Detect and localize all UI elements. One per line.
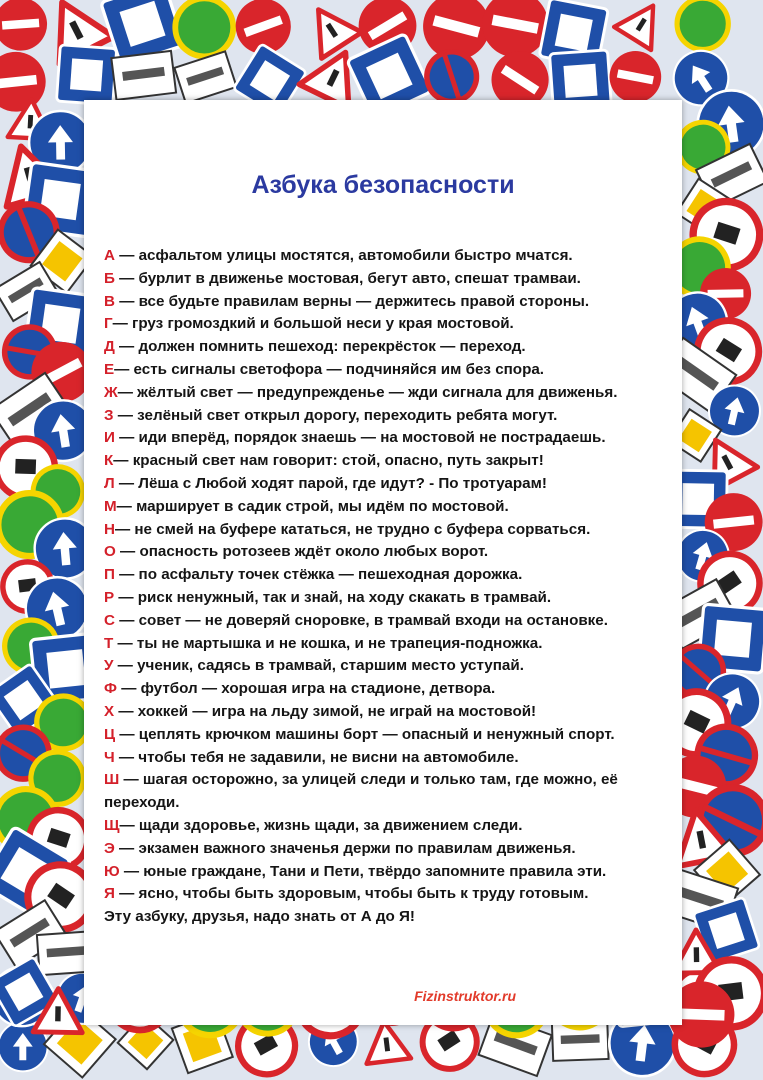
list-item-letter: О <box>104 543 116 561</box>
list-item-letter: Ц <box>104 725 116 743</box>
list-item-text: — риск ненужный, так и знай, на ходу скакать в трамвай. <box>114 588 552 606</box>
list-item-letter: Х <box>104 702 115 720</box>
content-card <box>84 100 682 1025</box>
list-item <box>104 564 664 587</box>
green-sign-icon <box>677 0 729 50</box>
list-item <box>104 861 664 884</box>
list-item-text: — ясно, чтобы быть здоровым, чтобы быть к труду готовым. <box>114 885 589 903</box>
list-item-text: — ты не мартышка и не кошка, и не трапеция-подножка. <box>113 634 543 652</box>
list-item-letter: Ч <box>104 748 115 766</box>
list-item-text: — не смей на буфере кататься, не трудно с буфера сорваться. <box>114 520 591 538</box>
list-item-text: — хоккей — игра на льду зимой, не играй на мостовой! <box>114 702 537 720</box>
list-item <box>104 883 664 906</box>
list-item <box>104 473 664 496</box>
list-item <box>104 655 664 678</box>
list-item-letter: Р <box>104 588 115 606</box>
list-item <box>104 701 664 724</box>
list-item-text: — есть сигналы светофора — подчиняйся им без спора. <box>114 360 545 378</box>
list-item-text: — Лёша с Любой ходят парой, где идут? - По тротуарам! <box>114 474 547 492</box>
list-item-letter: Ю <box>104 862 120 880</box>
list-item-text: — груз громоздкий и большой неси у края мостовой. <box>112 315 514 333</box>
list-item-text: — чтобы тебя не задавили, не висни на автомобиле. <box>114 748 519 766</box>
page-title: Азбука безопасности <box>251 171 515 199</box>
list-item-text: — бурлит в движенье мостовая, бегут авто, спешат трамваи. <box>114 269 581 287</box>
list-item-text: — все будьте правилам верны — держитесь правой стороны. <box>114 292 590 310</box>
list-item <box>104 268 664 291</box>
list-item <box>104 610 664 633</box>
list-item <box>104 359 664 382</box>
list-item-letter: М <box>104 497 117 515</box>
list-item <box>104 382 664 405</box>
list-item-letter: Щ <box>104 816 120 834</box>
list-item-text: — цеплять крючком машины борт — опасный и ненужный спорт. <box>115 725 615 743</box>
green-sign-icon <box>173 0 235 58</box>
list-item-letter: Ф <box>104 680 117 698</box>
list-item-letter: П <box>104 566 115 584</box>
list-item <box>104 245 664 268</box>
list-item-letter: Э <box>104 839 115 857</box>
list-item-text: — иди вперёд, порядок знаешь — на мостовой не пострадаешь. <box>114 429 606 447</box>
list-item-letter: З <box>104 406 114 424</box>
list-item <box>104 405 664 428</box>
list-item-text: — щади здоровье, жизнь щади, за движением следи. <box>119 816 523 834</box>
list-item-letter: Т <box>104 634 114 652</box>
list-item <box>104 838 664 861</box>
list-item <box>104 336 664 359</box>
list-item-text: — зелёный свет открыл дорогу, переходить ребята могут. <box>113 406 558 424</box>
list-item <box>104 519 664 542</box>
list-item-letter: Я <box>104 885 115 903</box>
list-item <box>104 724 664 747</box>
list-item-letter: Н <box>104 520 115 538</box>
list-item-letter: Г <box>104 315 113 333</box>
list-item-text: — опасность ротозеев ждёт около любых ворот. <box>115 543 489 561</box>
list-item <box>104 291 664 314</box>
list-item-letter: Б <box>104 269 115 287</box>
list-item <box>104 496 664 519</box>
list-item-letter: Д <box>104 338 115 356</box>
list-item <box>104 541 664 564</box>
list-item-text: — марширует в садик строй, мы идём по мостовой. <box>116 497 509 515</box>
list-item-letter: Е <box>104 360 115 378</box>
list-item <box>104 450 664 473</box>
list-item-text: — юные граждане, Тани и Пети, твёрдо запомните правила эти. <box>119 862 607 880</box>
list-item-text: — асфальтом улицы мостятся, автомобили быстро мчатся. <box>114 247 573 264</box>
list-item-letter: А <box>104 247 115 264</box>
alphabet-list <box>104 245 664 929</box>
list-item-letter: Л <box>104 474 115 492</box>
list-item-text: — совет — не доверяй сноровке, в трамвай входи на остановке. <box>114 611 608 629</box>
list-item-letter: Ж <box>104 383 118 401</box>
list-item <box>104 769 664 815</box>
list-item <box>104 678 664 701</box>
list-item-letter: В <box>104 292 115 310</box>
list-item <box>104 427 664 450</box>
info-sign-icon <box>56 45 116 105</box>
list-item <box>104 815 664 838</box>
list-item-letter: У <box>104 657 114 675</box>
list-item-text: — должен помнить пешеход: перекрёсток — переход. <box>114 338 526 356</box>
list-item-letter: Ш <box>104 771 120 789</box>
list-item-text: — красный свет нам говорит: стой, опасно, путь закрыт! <box>113 452 544 470</box>
list-item-text: — ученик, садясь в трамвай, старшим место уступай. <box>113 657 524 675</box>
list-item-letter: К <box>104 452 114 470</box>
site-credit: Fizinstruktor.ru <box>414 988 516 1004</box>
list-item <box>104 747 664 770</box>
list-item-text: — жёлтый свет — предупрежденье — жди сигнала для движенья. <box>117 383 618 401</box>
list-item-text: — по асфальту точек стёжка — пешеходная дорожка. <box>114 566 523 584</box>
list-item-text: — экзамен важного значенья держи по правилам движенья. <box>114 839 576 857</box>
plate-sign-icon <box>111 51 176 100</box>
list-item-text: — футбол — хорошая игра на стадионе, детвора. <box>116 680 496 698</box>
closing-line: Эту азбуку, друзья, надо знать от А до Я! <box>104 908 415 926</box>
list-item-letter: С <box>104 611 115 629</box>
list-item <box>104 587 664 610</box>
list-item-letter: И <box>104 429 115 447</box>
list-item <box>104 633 664 656</box>
list-item-text: — шагая осторожно, за улицей следи и только там, где можно, её переходи. <box>104 771 618 812</box>
list-item <box>104 313 664 336</box>
